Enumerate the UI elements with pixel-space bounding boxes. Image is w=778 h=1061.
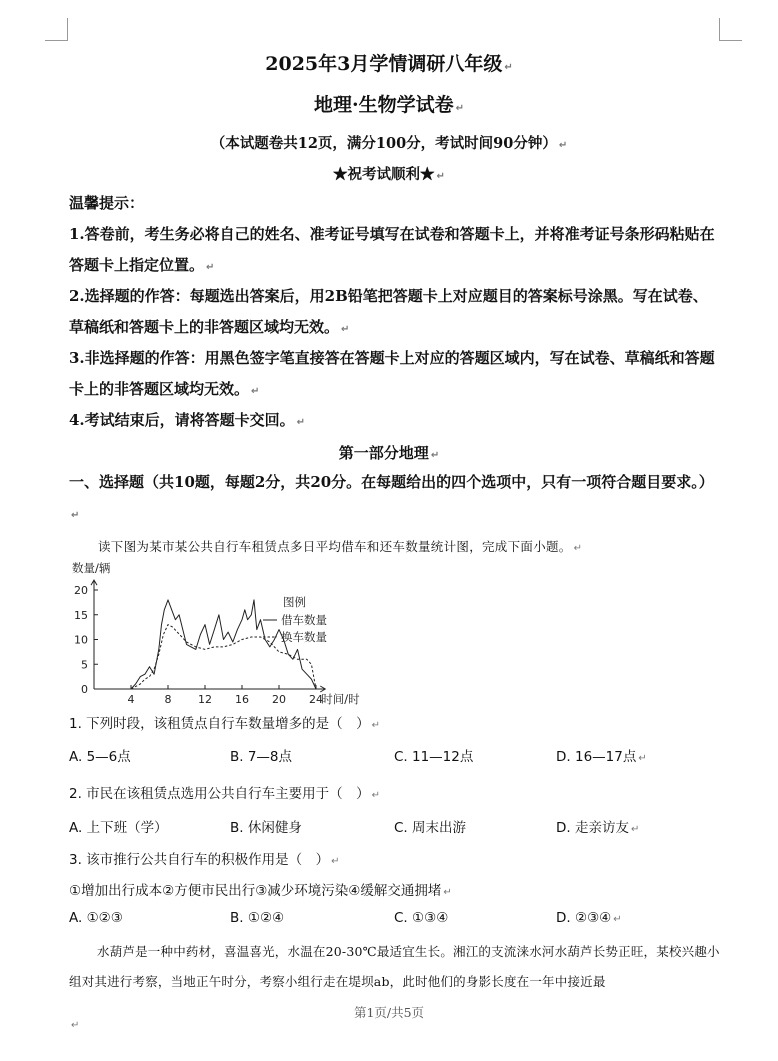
legend-label: 换车数量: [281, 630, 327, 644]
paragraph-mark-icon: ↵: [630, 824, 640, 835]
paragraph-mark-icon: ↵: [371, 790, 381, 801]
q1-option-c[interactable]: C. 11—12点: [394, 749, 474, 765]
x-tick-label: 16: [235, 693, 249, 706]
paragraph-mark-icon: ↵: [430, 450, 440, 461]
paragraph-mark-icon: ↵: [206, 262, 215, 273]
y-tick-label: 10: [74, 633, 88, 647]
y-tick-label: 15: [74, 608, 88, 622]
paragraph-mark-icon: ↵: [296, 417, 306, 428]
exam-info: （本试题卷共12页，满分100分，考试时间90分钟） ↵: [210, 135, 568, 152]
q2-option-c[interactable]: C. 周末出游: [394, 820, 467, 836]
question-3-stem: 3. 该市推行公共自行车的积极作用是（ ） ↵: [69, 852, 340, 868]
x-tick-label: 8: [164, 693, 172, 706]
legend-label: 借车数量: [281, 613, 327, 627]
x-tick-label: 4: [127, 693, 135, 706]
x-tick-label: 20: [272, 693, 286, 706]
bike-rental-chart: [66, 558, 366, 710]
q2-option-a[interactable]: A. 上下班（学）: [69, 820, 168, 836]
paragraph-mark-icon: ↵: [558, 140, 568, 151]
question-2-stem: 2. 市民在该租赁点选用公共自行车主要用于（ ） ↵: [69, 786, 381, 802]
paragraph-mark-icon: ↵: [613, 914, 622, 925]
section-heading: 一、选择题（共10题，每题2分，共20分。在每题给出的四个选项中，只有一项符合题目要求。）↵: [69, 473, 714, 521]
crop-mark-top-right: [719, 18, 742, 41]
tip-item-4: 4.考试结束后，请将答题卡交回。 ↵: [69, 411, 306, 429]
tips-heading: 温馨提示：: [69, 194, 145, 212]
y-tick-label: 20: [74, 584, 88, 597]
q2-option-d[interactable]: D. 走亲访友 ↵: [556, 820, 640, 836]
y-axis-title: 数量/辆: [72, 561, 111, 575]
q1-option-d[interactable]: D. 16—17点 ↵: [556, 749, 647, 765]
paragraph-mark-icon: ↵: [443, 887, 452, 898]
question-1-stem: 1. 下列时段，该租赁点自行车数量增多的是（ ） ↵: [69, 716, 381, 732]
page-footer: 第1页/共5页: [353, 1005, 425, 1020]
exam-title: 2025年3月学情调研八年级 ↵: [265, 53, 513, 75]
paragraph-mark-icon: ↵: [331, 856, 340, 867]
q1-option-a[interactable]: A. 5—6点: [69, 749, 131, 765]
paragraph-mark-icon: ↵: [371, 720, 381, 731]
tip-item-2: 2.选择题的作答：每题选出答案后，用2B铅笔把答题卡上对应题目的答案标号涂黑。写在试卷、草稿纸和答题卡上的非答题区域均无效。 ↵: [69, 287, 708, 336]
q2-option-b[interactable]: B. 休闲健身: [230, 820, 302, 836]
chart-prompt: 读下图为某市某公共自行车租赁点多日平均借车和还车数量统计图，完成下面小题。 ↵: [98, 539, 583, 554]
paragraph-mark-icon: ↵: [638, 753, 647, 764]
paragraph-mark-icon: ↵: [251, 386, 260, 397]
paragraph-mark-icon: ↵: [455, 103, 464, 114]
reading-passage: 水葫芦是一种中药材，喜温喜光，水温在20-30℃最适宜生长。湘江的支流涞水河水葫芦长势正旺，某校兴趣小组对其进行考察，当地正午时分，考察小组行走在堤坝ab，此时他们的身影长度在一年中接近最: [69, 944, 720, 989]
x-tick-label: 12: [198, 693, 212, 706]
tip-item-3: 3.非选择题的作答：用黑色签字笔直接答在答题卡上对应的答题区域内，写在试卷、草稿纸和答题卡上的非答题区域均无效。 ↵: [69, 349, 715, 398]
q3-option-a[interactable]: A. ①②③: [69, 910, 123, 926]
y-tick-label: 0: [81, 683, 88, 696]
paragraph-mark-icon: ↵: [71, 510, 80, 521]
q3-option-d[interactable]: D. ②③④ ↵: [556, 910, 622, 926]
q1-option-b[interactable]: B. 7—8点: [230, 749, 293, 765]
paragraph-mark-icon: ↵: [436, 171, 445, 182]
x-axis-title: 时间/时: [321, 692, 360, 706]
exam-subject: 地理·生物学试卷 ↵: [313, 94, 464, 116]
q3-option-c[interactable]: C. ①③④: [394, 910, 449, 926]
paragraph-mark-icon: ↵: [504, 62, 513, 73]
exam-wish: ★祝考试顺利★ ↵: [333, 166, 445, 183]
crop-mark-top-left: [45, 18, 68, 41]
paragraph-mark-icon: ↵: [341, 324, 350, 335]
paragraph-mark-icon: ↵: [573, 543, 583, 554]
question-3-statements: ①增加出行成本②方便市民出行③减少环境污染④缓解交通拥堵 ↵: [69, 883, 452, 899]
x-tick-label: 24: [309, 693, 323, 706]
legend-title: 图例: [283, 595, 306, 609]
q3-option-b[interactable]: B. ①②④: [230, 910, 285, 926]
y-tick-label: 5: [81, 658, 88, 672]
paragraph-mark-icon: ↵: [71, 1020, 80, 1031]
tip-item-1: 1.答卷前，考生务必将自己的姓名、准考证号填写在试卷和答题卡上，并将准考证号条形码粘贴在答题卡上指定位置。 ↵: [69, 225, 715, 274]
part-title: 第一部分地理 ↵: [338, 444, 440, 462]
